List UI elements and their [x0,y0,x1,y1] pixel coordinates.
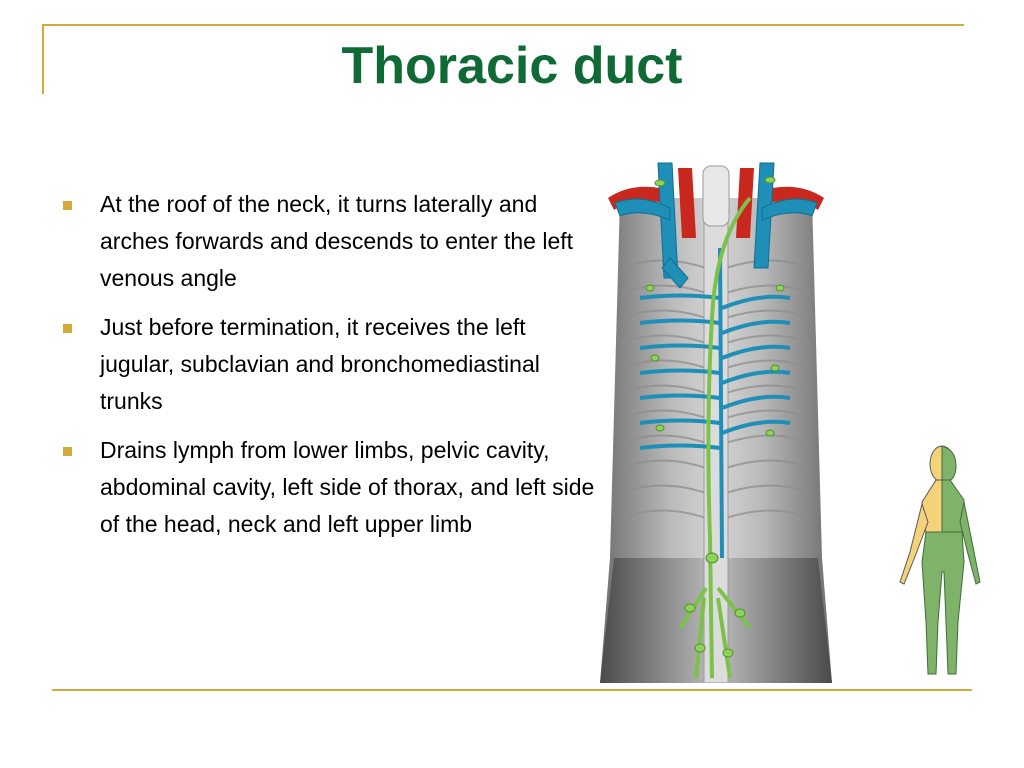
bullet-item [60,432,600,543]
bullet-marker-icon [63,201,72,210]
drained-region [922,446,980,674]
bullet-item [60,186,600,297]
thoracic-duct-illustration [600,158,832,683]
bottom-frame-line [52,689,972,691]
bullet-text: Drains lymph from lower limbs, pelvic cavity, abdominal cavity, left side of thorax, and left side of the head, neck and left upper limb [100,437,595,537]
bullet-list [60,186,600,555]
bullet-text: At the roof of the neck, it turns laterally and arches forwards and descends to enter the left venous angle [100,191,574,291]
lymph-drainage-body-figure [890,442,982,682]
bullet-marker-icon [63,447,72,456]
trachea [703,166,729,226]
bullet-marker-icon [63,324,72,333]
top-frame-line [42,24,964,26]
bullet-text: Just before termination, it receives the left jugular, subclavian and bronchomediastinal trunks [100,314,540,414]
slide-title: Thoracic duct [341,37,683,95]
bullet-item [60,309,600,420]
